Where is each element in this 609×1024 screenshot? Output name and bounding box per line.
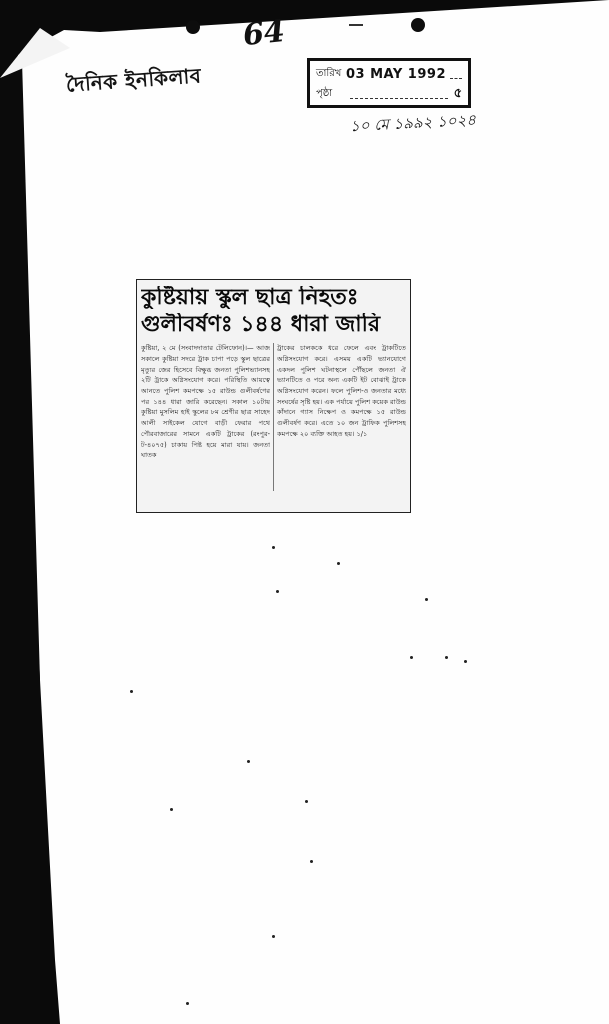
scan-speck xyxy=(170,808,173,811)
stamp-dotted-line xyxy=(350,90,448,99)
article-headline-line2: গুলীবর্ষণঃ ১৪৪ ধারা জারি xyxy=(141,313,381,337)
scan-speck xyxy=(130,690,133,693)
stamp-date-label: তারিখ xyxy=(316,67,342,79)
handwritten-page-number: 64 xyxy=(241,13,287,54)
article-body xyxy=(141,343,406,491)
pencil-mark xyxy=(349,24,363,26)
scan-speck xyxy=(310,860,313,863)
scan-speck xyxy=(305,800,308,803)
scan-speck xyxy=(445,656,448,659)
article-headline-line1: কুষ্টিয়ায় স্কুল ছাত্র নিহতঃ xyxy=(141,286,359,310)
date-stamp xyxy=(307,58,471,108)
handwritten-date-note: ১০ মে ১৯৯২ ১০২৪ xyxy=(349,110,477,136)
punch-hole-left xyxy=(186,20,200,34)
stamp-page-label: পৃষ্ঠা xyxy=(316,87,333,99)
stamp-date-value: 03 MAY 1992 xyxy=(346,66,446,82)
scan-speck xyxy=(186,1002,189,1005)
stamp-dotted-line xyxy=(450,70,462,79)
scan-speck xyxy=(272,935,275,938)
scan-speck xyxy=(337,562,340,565)
punch-hole-right xyxy=(411,18,425,32)
stamp-page-value: ৫ xyxy=(453,85,462,101)
scan-speck xyxy=(272,546,275,549)
article-column-left: কুষ্টিয়া, ২ মে (সংবাদদাতার টেলিফোন)।— আজ সকালে কুষ্টিয়া সদরে ট্রাক চাপা পড়ে স্কুল ছাত্রের মৃত্যুর জের হিসেবে বিক্ষুব্ধ জনতা পুলিশভ্যানসহ ২টি ট্রাকে অগ্নিসংযোগ করে। পরিস্থিতি আয়ত্বে আনতে পুলিশ কমপক্ষে ১৫ রাউন্ড গুলীবর্ষণের পর ১৪৪ ধারা জারি করেছেন। সকাল ১০টায় কুষ্টিয়া মুসলিম হাই স্কুলের ৮ম শ্রেণীর ছাত্র সাহেদ আলী সাইকেল যোগে বাড়ী ফেরার পথে পৌরবাজারের সামনে একটি ট্রাকের (রংপুর-ট-৪০৭৫) চাকায় পিষ্ট হয়ে মারা যায়। জনতা ঘাতক xyxy=(141,344,270,460)
newspaper-clipping xyxy=(136,279,411,513)
scan-speck xyxy=(247,760,250,763)
scan-speck xyxy=(410,656,413,659)
scan-speck xyxy=(464,660,467,663)
scan-speck xyxy=(276,590,279,593)
scan-speck xyxy=(425,598,428,601)
stamp-page-row xyxy=(316,84,462,104)
stamp-date-row xyxy=(316,64,462,84)
newspaper-name-stamp: দৈনিক ইনকিলাব xyxy=(65,63,203,97)
column-divider xyxy=(273,343,274,491)
article-column-right: ট্রাকের চালককে ধরে ফেলে এবং ট্রাকটিতে অগ্নিসংযোগ করে। এসময় একটি ভ্যানযোগে একদল পুলিশ ঘটনাস্থলে পৌঁছলে জনতা ঐ ভ্যানটিতে ও পরে অন্য একটি ইট বোঝাই ট্রাকে অগ্নিসংযোগ করেন। ফলে পুলিশ-ও জনতার মধ্যে সংঘর্ষের সৃষ্টি হয়। এক পর্যায়ে পুলিশ কয়েক রাউন্ড কাঁদানে গ্যাস নিক্ষেপ ও কমপক্ষে ১৫ রাউন্ড গুলীবর্ষণ করে। এতে ১০ জন ট্রাফিক পুলিশসহ কমপক্ষে ২০ ব্যক্তি আহত হয়। ১/১ xyxy=(277,344,406,438)
